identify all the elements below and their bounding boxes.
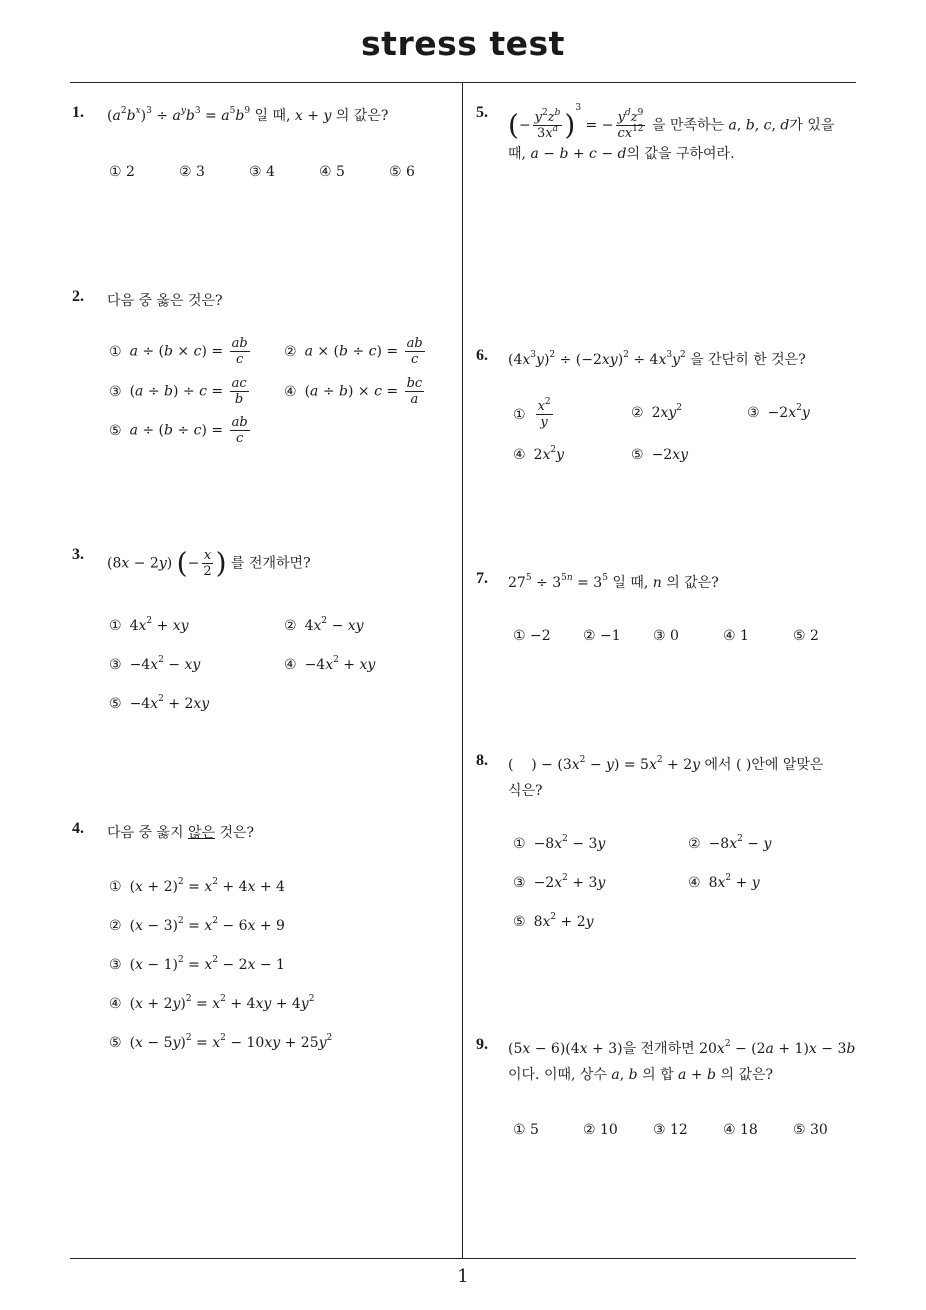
choice-5[interactable]: ⑤ $8x^2 + 2y$ (513, 912, 594, 930)
choice-2[interactable]: ② $-8x^2 - y$ (688, 834, 772, 852)
problem-2 (72, 288, 452, 468)
problem-number: 5. (476, 104, 488, 121)
choice-2[interactable]: ② 10 (583, 1122, 618, 1138)
problem-stem: $(4x^3y)^2 \div (-2xy)^2 \div 4x^3y^2$ 을 간단히 한 것은? (508, 350, 806, 368)
choice-3[interactable]: ③ 12 (653, 1122, 688, 1138)
choice-2[interactable]: ② a × (b ÷ c) = $\frac{ab}{c}$ (284, 336, 423, 367)
choice-4[interactable]: ④ (a ÷ b) × c = $\frac{bc}{a}$ (284, 376, 423, 407)
choice-1[interactable]: ① −2 (513, 628, 551, 644)
page-number: 1 (457, 1266, 469, 1287)
choice-5[interactable]: ⑤ 6 (389, 164, 415, 180)
problem-9 (476, 1036, 866, 1156)
choice-2[interactable]: ② $4x^2$ − xy (284, 616, 364, 634)
choice-4[interactable]: ④ $8x^2 + y$ (688, 873, 760, 891)
choice-3[interactable]: ③ $-4x^2$ − xy (109, 655, 201, 673)
page-title: stress test (361, 24, 565, 63)
choice-3[interactable]: ③ $-2x^2 + 3y$ (513, 873, 606, 891)
choice-1[interactable]: ① $-8x^2 - 3y$ (513, 834, 606, 852)
choice-4[interactable]: ④ $-4x^2$ + xy (284, 655, 376, 673)
choice-4[interactable]: ④ 18 (723, 1122, 758, 1138)
column-divider (462, 83, 463, 1258)
problem-number: 7. (476, 570, 488, 587)
problem-stem: ( ) − $(3x^2 - y) = 5x^2 + 2y$ 에서 ( )안에 알맞은 식은? (508, 755, 824, 799)
choice-1[interactable]: ① $\frac{x^2}{y}$ (513, 396, 551, 430)
header-rule (70, 82, 856, 83)
problem-3 (72, 546, 452, 726)
choice-2[interactable]: ② −1 (583, 628, 621, 644)
problem-stem: $(a^2b^x)^3 \div a^yb^3 = a^5b^9$ 일 때, x + y 의 값은? (107, 106, 389, 124)
problem-stem: (− $\frac{y^2z^b}{3x^a}$ )$^3$ = − $\frac{y^dz^9}{cx^{12}}$ 을 만족하는 a, b, c, d가 있을 때, a − b + c − d의 값을 구하여라. (508, 102, 835, 162)
choice-4[interactable]: ④ $2x^2y$ (513, 445, 565, 463)
problem-number: 6. (476, 347, 488, 364)
choice-3[interactable]: ③ 0 (653, 628, 679, 644)
choice-5[interactable]: ⑤ −2xy (631, 447, 689, 463)
problem-stem: $27^5 \div 3^{5n} = 3^5$ 일 때, n 의 값은? (508, 573, 719, 591)
problem-stem: 다음 중 옳지 않은 것은? (107, 825, 255, 841)
choice-4[interactable]: ④ 1 (723, 628, 749, 644)
problem-1 (72, 104, 452, 204)
choice-5[interactable]: ⑤ $(x - 5y)^2 = x^2 - 10xy + 25y^2$ (109, 1033, 333, 1051)
choice-1[interactable]: ① $(x + 2)^2 = x^2 + 4x + 4$ (109, 877, 285, 895)
choice-5[interactable]: ⑤ 2 (793, 628, 819, 644)
choice-1[interactable]: ① 5 (513, 1122, 539, 1138)
choice-4[interactable]: ④ 5 (319, 164, 345, 180)
choice-5[interactable]: ⑤ 30 (793, 1122, 828, 1138)
problem-stem: (5x − 6)(4x + 3)을 전개하면 $20x^2 - (2a + 1)x - 3b$ 이다. 이때, 상수 a, b 의 합 a + b 의 값은? (508, 1039, 856, 1083)
choice-3[interactable]: ③ $-2x^2y$ (747, 403, 810, 421)
choice-1[interactable]: ① a ÷ (b × c) = $\frac{ab}{c}$ (109, 336, 248, 367)
footer-rule (70, 1258, 856, 1259)
problem-6 (476, 347, 866, 487)
choice-5[interactable]: ⑤ a ÷ (b ÷ c) = $\frac{ab}{c}$ (109, 415, 248, 446)
problem-5 (476, 104, 866, 194)
choice-2[interactable]: ② $(x - 3)^2 = x^2 - 6x + 9$ (109, 916, 285, 934)
choice-1[interactable]: ① 2 (109, 164, 135, 180)
choice-1[interactable]: ① $4x^2$ + xy (109, 616, 189, 634)
choice-3[interactable]: ③ $(x - 1)^2 = x^2 - 2x - 1$ (109, 955, 285, 973)
problem-number: 3. (72, 546, 84, 563)
choice-3[interactable]: ③ 4 (249, 164, 275, 180)
problem-stem: 다음 중 옳은 것은? (107, 293, 223, 309)
problem-number: 4. (72, 820, 84, 837)
problem-number: 9. (476, 1036, 488, 1053)
choice-4[interactable]: ④ $(x + 2y)^2 = x^2 + 4xy + 4y^2$ (109, 994, 315, 1012)
problem-8 (476, 752, 866, 942)
problem-number: 1. (72, 104, 84, 121)
problem-4 (72, 820, 452, 1060)
choice-3[interactable]: ③ (a ÷ b) ÷ c = $\frac{ac}{b}$ (109, 376, 247, 407)
problem-stem: (8x − 2y) (− $\frac{x}{2}$ ) 를 전개하면? (107, 546, 311, 580)
problem-7 (476, 570, 866, 660)
choice-2[interactable]: ② $2xy^2$ (631, 403, 683, 421)
choice-2[interactable]: ② 3 (179, 164, 205, 180)
problem-number: 8. (476, 752, 488, 769)
problem-number: 2. (72, 288, 84, 305)
choice-5[interactable]: ⑤ $-4x^2 + 2xy$ (109, 694, 210, 712)
